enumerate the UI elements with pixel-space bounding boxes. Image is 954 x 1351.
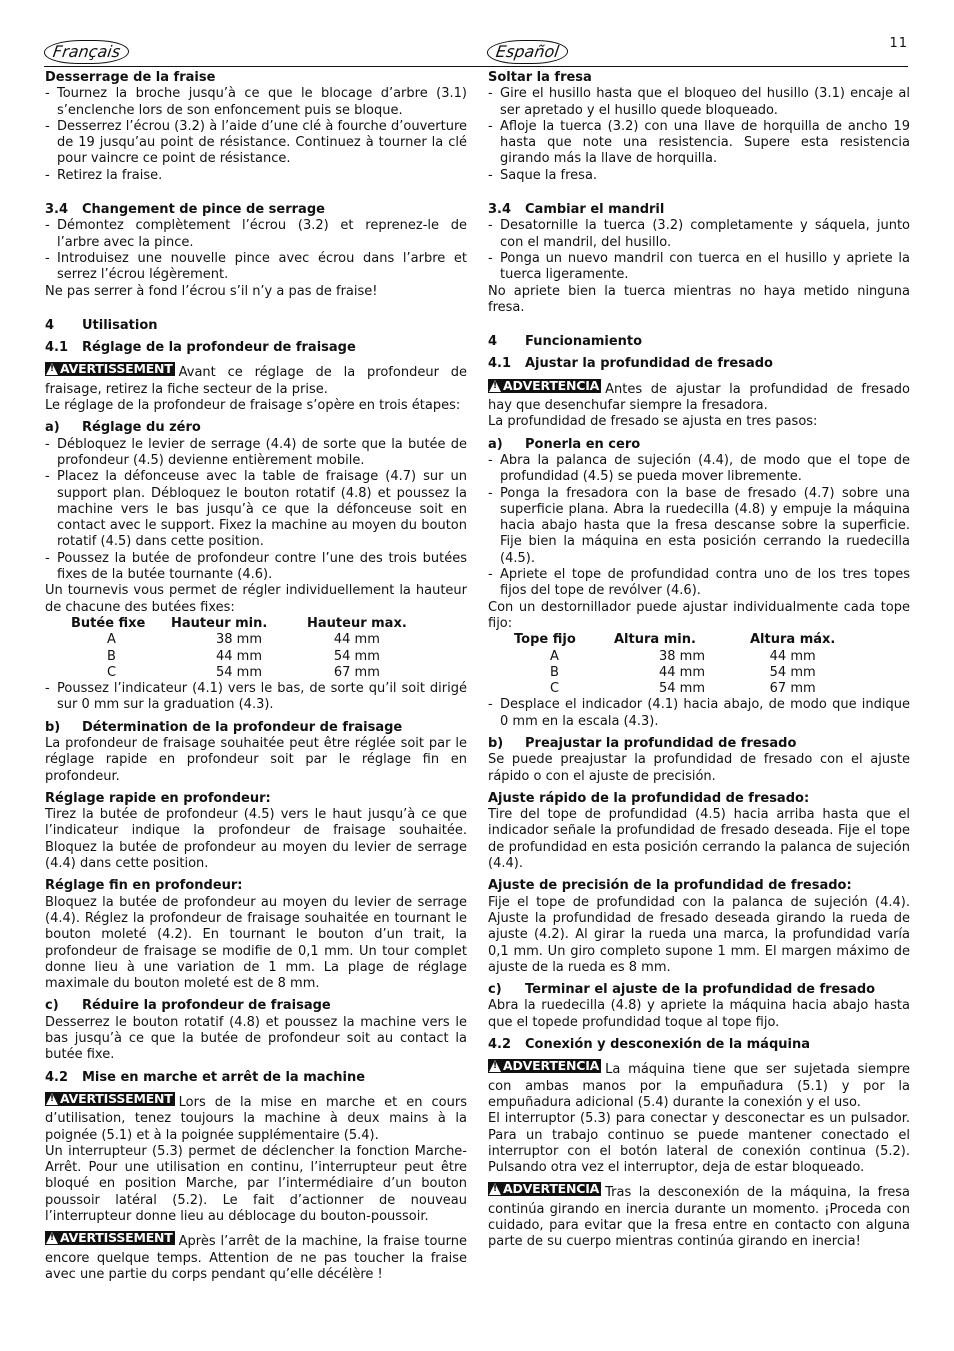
- warning-paragraph: [488, 1059, 910, 1111]
- body-text: Se puede preajustar la profundidad de fresado con el ajuste rápido o con el ajuste de precisión.: [488, 752, 910, 784]
- warning-badge-label: ADVERTENCIA: [503, 1058, 600, 1074]
- warning-badge-label: ADVERTENCIA: [503, 1181, 600, 1197]
- table-cell: 44 mm: [658, 664, 705, 680]
- instruction-list: [45, 437, 467, 584]
- subsection-letter: a): [45, 420, 60, 436]
- table-cell: 54 mm: [333, 648, 380, 664]
- warning-paragraph: [488, 379, 910, 415]
- subsection-title: Réglage du zéro: [82, 420, 201, 436]
- table-cell: 44 mm: [769, 648, 816, 664]
- list-item: - Desplace el indicador (4.1) hacia abajo, de modo que indique 0 mm en la escala (4.3).: [488, 697, 910, 730]
- warning-badge: [45, 1092, 175, 1106]
- body-text: Abra la ruedecilla (4.8) y apriete la máquina hacia abajo hasta que el topede profundidad toque al tope fijo.: [488, 998, 910, 1030]
- subsection-letter: c): [45, 998, 59, 1014]
- warning-text: Lors de la mise en marche et en cours d’utilisation, tenez toujours la machine à deux mains à la poignée (5.1) et à la poignée supplémentaire (5.4).: [45, 1094, 467, 1143]
- subsection-letter: a): [488, 436, 503, 452]
- table-header: Butée fixe: [71, 615, 146, 631]
- subsection-title: Réduire la profondeur de fraisage: [82, 998, 331, 1014]
- warning-text: Avant ce réglage de la profondeur de fraisage, retirez la fiche secteur de la prise.: [45, 365, 467, 397]
- section-number: 4: [488, 334, 498, 350]
- section-title: Funcionamiento: [525, 334, 643, 350]
- warning-badge-label: ADVERTENCIA: [503, 377, 600, 393]
- list-item: - Abra la palanca de sujeción (4.4), de modo que el tope de profundidad (4.5) se pueda mover libremente.: [488, 453, 910, 486]
- section-title: Utilisation: [82, 317, 158, 333]
- instruction-list: [488, 218, 910, 283]
- table-cell: A: [550, 648, 559, 664]
- table-cell: C: [107, 664, 117, 680]
- body-text: Un tournevis vous permet de régler individuellement la hauteur de chacune des butées fixes:: [45, 583, 467, 615]
- table-cell: B: [107, 648, 116, 664]
- list-item: - Ponga un nuevo mandril con tuerca en el husillo y apriete la tuerca ligeramente.: [488, 251, 910, 284]
- body-text: La profondeur de fraisage souhaitée peut être réglée soit par le réglage rapide en profondeur soit par le réglage fin en profondeur.: [45, 735, 467, 784]
- table-header: Altura máx.: [750, 632, 836, 648]
- list-item: - Apriete el tope de profundidad contra uno de los tres topes fijos del tope de revólver (4.6).: [488, 567, 910, 600]
- note-text: No apriete bien la tuerca mientras no haya metido ninguna fresa.: [488, 283, 910, 315]
- table-row: [514, 665, 835, 681]
- subsection-letter: b): [45, 719, 61, 735]
- section-number: 4.2: [488, 1037, 512, 1053]
- section-heading: [488, 202, 910, 218]
- chapter-heading: [488, 334, 910, 350]
- table-cell: 54 mm: [769, 664, 816, 680]
- subsection-heading: [45, 998, 467, 1014]
- section-heading: [488, 356, 910, 372]
- instruction-list: [488, 453, 910, 600]
- body-text: Un interrupteur (5.3) permet de déclencher la fonction Marche-Arrêt. Pour une utilisation en continu, l’interrupteur peut être bloqué en position Marche, par l’intermédiaire d’un bouton poussoir latéral (5.2). Le fait d’actionner de nouveau l’interrupteur donne lieu au déblocage du bouton-poussoir.: [45, 1143, 467, 1224]
- table-header-row: [71, 616, 407, 632]
- list-item: - Desatornille la tuerca (3.2) completamente y sáquela, junto con el mandril, del husillo.: [488, 218, 910, 251]
- body-text: Tire del tope de profundidad (4.5) hacia arriba hasta que el indicador señale la profundidad de fresado deseada. Fije el tope de profundidad en esta posición cerrando la palanca de sujeción (4.4).: [488, 807, 910, 872]
- table-cell: 54 mm: [658, 681, 705, 697]
- body-text: Le réglage de la profondeur de fraisage s’opère en trois étapes:: [45, 398, 461, 414]
- header-divider: [44, 66, 908, 67]
- french-column: [45, 70, 467, 1283]
- table-cell: 38 mm: [658, 648, 705, 664]
- list-item: - Ponga la fresadora con la base de fresado (4.7) sobre una superficie plana. Abra la ruedecilla (4.8) y empuje la máquina hacia abajo hasta que la fresa descanse sobre la superficie. Fije bien la máquina en esta posición cerrando la ruedecilla (4.5).: [488, 486, 910, 567]
- subsection-title: Preajustar la profundidad de fresado: [525, 735, 797, 751]
- warning-triangle-icon: [489, 380, 501, 392]
- warning-triangle-icon: [489, 1183, 501, 1195]
- subsection-heading: [45, 420, 467, 436]
- chapter-heading: [45, 318, 467, 334]
- section-title: Ajustar la profundidad de fresado: [525, 356, 773, 372]
- list-item: - Saque la fresa.: [488, 168, 910, 184]
- warning-text: Tras la desconexión de la máquina, la fresa continúa girando en inercia durante un momento. ¡Proceda con cuidado, para evitar que la fresa entre en contacto con alguna parte de su cuerpo mientras continúa girando en inercia!: [488, 1185, 910, 1250]
- fixed-stop-table: [514, 632, 835, 697]
- subsection-title: Ponerla en cero: [525, 436, 641, 452]
- section-title: Changement de pince de serrage: [82, 202, 325, 218]
- body-text: Tirez la butée de profondeur (4.5) vers le haut jusqu’à ce que l’indicateur indique la profondeur de fraisage souhaitée. Bloquez la butée de profondeur au moyen du levier de serrage (4.4) dans cette position.: [45, 807, 467, 872]
- list-item: - Placez la défonceuse avec la table de fraisage (4.7) sur un support plan. Débloquez le bouton rotatif (4.8) et poussez la machine vers le bas jusqu’à ce que la défonceuse soit en contact avec le support. Fixez la machine au moyen du bouton rotatif (4.5) dans cette position.: [45, 469, 467, 550]
- table-header: Tope fijo: [514, 632, 576, 648]
- subsection-title: Détermination de la profondeur de fraisage: [82, 719, 403, 735]
- table-cell: 44 mm: [215, 648, 262, 664]
- section-number: 3.4: [488, 202, 512, 218]
- section-title: Réglage de la profondeur de fraisage: [82, 340, 356, 356]
- section-heading: [45, 202, 467, 218]
- body-text: La profundidad de fresado se ajusta en tres pasos:: [488, 414, 818, 430]
- list-item: - Débloquez le levier de serrage (4.4) de sorte que la butée de profondeur (4.5) devienne entièrement mobile.: [45, 437, 467, 470]
- fixed-stop-table: [71, 616, 407, 681]
- subheading: Réglage rapide en profondeur:: [45, 790, 271, 806]
- page-number: 11: [889, 36, 908, 51]
- table-cell: B: [550, 664, 559, 680]
- language-label-french: Français: [42, 40, 130, 64]
- body-text: Bloquez la butée de profondeur au moyen du levier de serrage (4.4). Réglez la profondeur de fraisage souhaitée en tournant le bouton moleté (4.2). En tournant le bouton d’un trait, la profondeur de fraisage se modifie de 0,1 mm. Un tour complet donne lieu à une variation de 1 mm. La plage de réglage maximale du bouton moleté est de 8 mm.: [45, 894, 467, 992]
- list-item: - Gire el husillo hasta que el bloqueo del husillo (3.1) encaje al ser apretado y el husillo quede bloqueado.: [488, 86, 910, 119]
- section-heading: Desserrage de la fraise: [45, 70, 216, 85]
- section-number: 4.1: [45, 340, 69, 356]
- warning-badge: [45, 1231, 175, 1245]
- body-text: Desserrez le bouton rotatif (4.8) et poussez la machine vers le bas jusqu’à ce que la butée de profondeur soit au contact la butée fixe.: [45, 1014, 467, 1063]
- warning-text: Antes de ajustar la profundidad de fresado hay que desenchufar siempre la fresadora.: [488, 381, 910, 414]
- list-item: - Poussez l’indicateur (4.1) vers le bas, de sorte qu’il soit dirigé sur 0 mm sur la graduation (4.3).: [45, 681, 467, 714]
- list-item: - Retirez la fraise.: [45, 168, 467, 184]
- subsection-heading: [488, 437, 910, 453]
- warning-triangle-icon: [489, 1060, 501, 1072]
- warning-badge-label: AVERTISSEMENT: [60, 361, 173, 377]
- subsection-title: Terminar el ajuste de la profundidad de fresado: [525, 982, 876, 998]
- subheading: Ajuste de precisión de la profundidad de fresado:: [488, 878, 852, 894]
- warning-paragraph: [45, 362, 467, 398]
- section-heading: [45, 340, 467, 356]
- table-header: Altura min.: [614, 632, 696, 648]
- subsection-heading: [488, 736, 910, 752]
- warning-triangle-icon: [46, 1232, 58, 1244]
- list-item: - Poussez la butée de profondeur contre l’une des trois butées fixes de la butée tournante (4.6).: [45, 551, 467, 584]
- note-text: Ne pas serrer à fond l’écrou s’il n’y a pas de fraise!: [45, 283, 378, 299]
- section-heading: Soltar la fresa: [488, 70, 592, 85]
- warning-badge: [488, 1059, 601, 1073]
- section-heading: [488, 1037, 910, 1053]
- section-heading: [45, 1070, 467, 1086]
- list-item: - Introduisez une nouvelle pince avec écrou dans l’arbre et serrez l’écrou légèrement.: [45, 251, 467, 284]
- warning-badge-label: AVERTISSEMENT: [60, 1230, 173, 1246]
- table-cell: 67 mm: [769, 681, 816, 697]
- list-item: - Desserrez l’écrou (3.2) à l’aide d’une clé à fourche d’ouverture de 19 jusqu’au point de résistance. Continuez à tourner la clé pour vaincre ce point de résistance.: [45, 119, 467, 168]
- section-title: Conexión y desconexión de la máquina: [525, 1037, 810, 1053]
- instruction-list: [45, 86, 467, 184]
- subsection-letter: b): [488, 735, 504, 751]
- section-number: 3.4: [45, 202, 69, 218]
- subheading: Réglage fin en profondeur:: [45, 878, 243, 894]
- subsection-heading: [45, 720, 467, 736]
- warning-triangle-icon: [46, 1093, 58, 1105]
- table-row: [71, 649, 407, 665]
- table-row: [514, 681, 835, 697]
- warning-badge: [488, 1182, 601, 1196]
- body-text: Con un destornillador puede ajustar individualmente cada tope fijo:: [488, 599, 910, 631]
- warning-text: Après l’arrêt de la machine, la fraise tourne encore quelque temps. Attention de ne pas toucher la fraise avec une partie du corps pendant qu’elle décélère !: [45, 1234, 467, 1282]
- instruction-list: [488, 697, 910, 730]
- table-header: Hauteur min.: [171, 615, 268, 631]
- table-row: [71, 632, 407, 648]
- list-item: - Démontez complètement l’écrou (3.2) et reprenez-le de l’arbre avec la pince.: [45, 218, 467, 251]
- warning-text: La máquina tiene que ser sujetada siempre con ambas manos por la empuñadura (5.1) y por la empuñadura adicional (5.4) durante la conexión y el uso.: [488, 1062, 910, 1110]
- table-row: [514, 649, 835, 665]
- table-cell: 67 mm: [333, 664, 380, 680]
- warning-paragraph: [45, 1231, 467, 1283]
- table-row: [71, 665, 407, 681]
- subsection-heading: [488, 982, 910, 998]
- warning-triangle-icon: [46, 363, 58, 375]
- section-title: Cambiar el mandril: [525, 202, 665, 218]
- instruction-list: [45, 681, 467, 714]
- instruction-list: [45, 218, 467, 283]
- subsection-letter: c): [488, 982, 502, 998]
- body-text: El interruptor (5.3) para conectar y desconectar es un pulsador. Para un trabajo continuo se puede mantener conectado el interruptor con el botón lateral de conexión continua (5.2). Pulsando otra vez el interruptor, deja de estar bloqueado.: [488, 1111, 910, 1176]
- table-cell: A: [107, 632, 116, 648]
- table-cell: 38 mm: [215, 632, 262, 648]
- warning-badge-label: AVERTISSEMENT: [60, 1090, 173, 1106]
- list-item: - Afloje la tuerca (3.2) con una llave de horquilla de ancho 19 hasta que note una resistencia. Supere esta resistencia girando más la llave de horquilla.: [488, 119, 910, 168]
- warning-paragraph: [45, 1092, 467, 1144]
- language-label-spanish: Español: [485, 40, 569, 64]
- table-cell: C: [550, 681, 560, 697]
- body-text: Fije el tope de profundidad con la palanca de sujeción (4.4). Ajuste la profundidad de fresado deseada girando la rueda de ajuste (4.2). Al girar la rueda una marca, la profundidad varía 0,1 mm. Un giro completo supone 1 mm. El margen máximo de ajuste de la rueda es 8 mm.: [488, 894, 910, 975]
- table-cell: 44 mm: [333, 632, 380, 648]
- warning-badge: [45, 362, 175, 376]
- subheading: Ajuste rápido de la profundidad de fresado:: [488, 790, 810, 806]
- section-title: Mise en marche et arrêt de la machine: [82, 1069, 366, 1085]
- warning-badge: [488, 379, 601, 393]
- section-number: 4.1: [488, 356, 512, 372]
- table-cell: 54 mm: [215, 664, 262, 680]
- warning-paragraph: [488, 1182, 910, 1250]
- instruction-list: [488, 86, 910, 184]
- table-header: Hauteur max.: [307, 615, 407, 631]
- list-item: - Tournez la broche jusqu’à ce que le blocage d’arbre (3.1) s’enclenche lors de son enfoncement puis se bloque.: [45, 86, 467, 119]
- section-number: 4.2: [45, 1069, 69, 1085]
- spanish-column: [488, 70, 910, 1251]
- table-header-row: [514, 632, 835, 648]
- section-number: 4: [45, 317, 55, 333]
